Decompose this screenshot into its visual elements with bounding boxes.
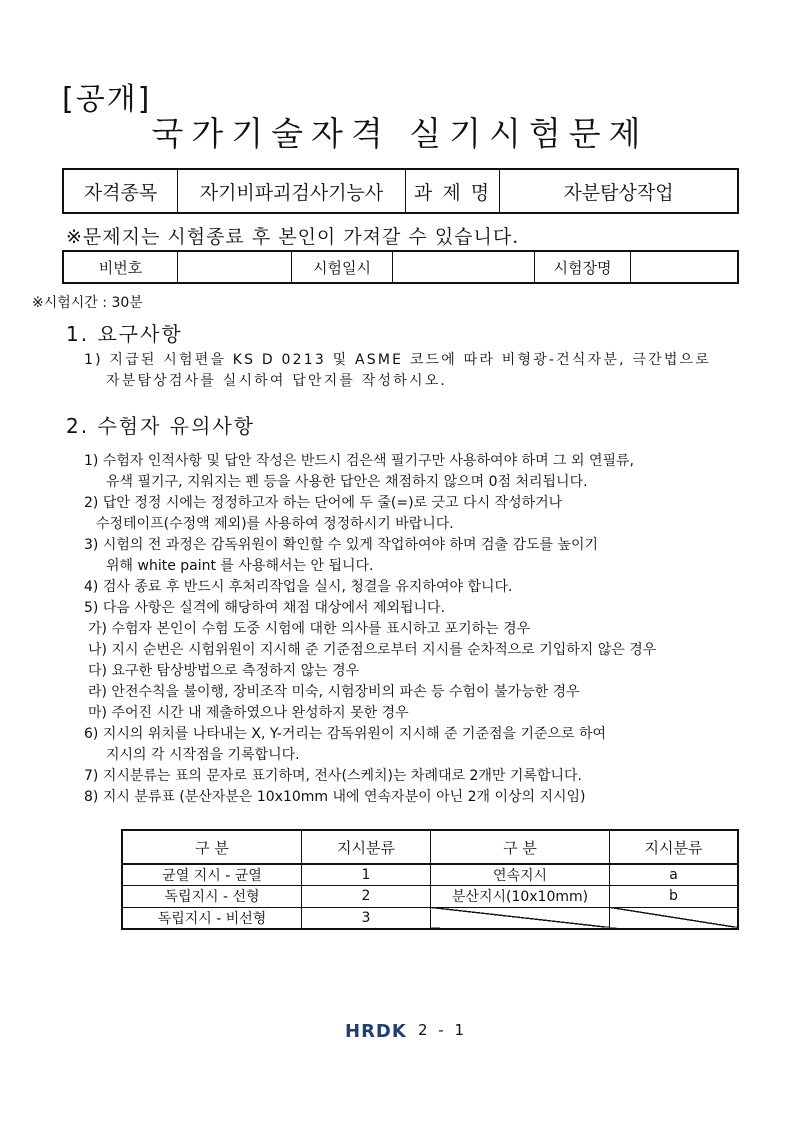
table-row xyxy=(122,907,738,929)
note-line: 6) 지시의 위치를 나타내는 X, Y-거리는 감독위원이 지시해 준 기준점을 기준으로 하여 xyxy=(84,726,607,742)
notice-text: ※문제지는 시험종료 후 본인이 가져갈 수 있습니다. xyxy=(66,226,520,248)
note-line: 지시의 각 시작점을 기록합니다. xyxy=(106,747,300,763)
number-label: 비번호 xyxy=(63,251,178,283)
table-row xyxy=(122,864,738,886)
note-line: 다) 요구한 탐상방법으로 측정하지 않는 경우 xyxy=(88,663,360,679)
empty-slashed-cell xyxy=(431,907,610,929)
candidate-id-table xyxy=(62,250,739,284)
number-value[interactable] xyxy=(178,251,292,283)
table-cell: b xyxy=(610,886,739,907)
table-cell: a xyxy=(610,864,739,886)
requirement-line: 자분탐상검사를 실시하여 답안지를 작성하시오. xyxy=(106,373,448,389)
exam-time: ※시험시간 : 30분 xyxy=(32,295,143,311)
place-label: 시험장명 xyxy=(535,251,631,283)
note-line: 위해 white paint 를 사용해서는 안 됩니다. xyxy=(106,558,374,574)
note-line: 3) 시험의 전 과정은 감독위원이 확인할 수 있게 작업하여야 하며 검출 감도를 높이기 xyxy=(84,537,599,553)
note-line: 8) 지시 분류표 (분산자분은 10x10mm 내에 연속자분이 아닌 2개 이상의 지시임) xyxy=(84,789,586,805)
note-line: 라) 안전수칙을 불이행, 장비조작 미숙, 시험장비의 파손 등 수험이 불가능한 경우 xyxy=(88,684,580,700)
table-header: 지시분류 xyxy=(302,830,431,864)
table-cell: 1 xyxy=(302,864,431,886)
table-cell: 2 xyxy=(302,886,431,907)
table-cell: 독립지시 - 비선형 xyxy=(122,907,302,929)
candidate-notes xyxy=(84,451,656,808)
table-header: 구 분 xyxy=(431,830,610,864)
hrdk-logo xyxy=(344,1019,410,1041)
note-line: 유색 필기구, 지워지는 펜 등을 사용한 답안은 채점하지 않으며 0점 처리됩니다. xyxy=(106,474,588,490)
note-line: 5) 다음 사항은 실격에 해당하여 채점 대상에서 제외됩니다. xyxy=(84,600,446,616)
table-cell: 독립지시 - 선형 xyxy=(122,886,302,907)
table-header: 구 분 xyxy=(122,830,302,864)
note-line: 수정테이프(수정액 제외)를 사용하여 정정하시기 바랍니다. xyxy=(96,516,454,532)
field-label: 자격종목 xyxy=(63,169,178,213)
task-label: 과 제 명 xyxy=(406,169,500,213)
page-number: 2 - 1 xyxy=(418,1021,468,1039)
table-cell: 연속지시 xyxy=(431,864,610,886)
note-line: 나) 지시 순번은 시험위원이 지시해 준 기준점으로부터 지시를 순차적으로 기입하지 않은 경우 xyxy=(88,642,657,658)
place-value[interactable] xyxy=(631,251,739,283)
requirement-line: 1) 지급된 시험편을 KS D 0213 및 ASME 코드에 따라 비형광-건식자분, 극간법으로 xyxy=(84,352,711,368)
indication-classification-table xyxy=(121,829,739,930)
exam-info-table xyxy=(62,168,739,214)
date-label: 시험일시 xyxy=(292,251,393,283)
table-cell: 3 xyxy=(302,907,431,929)
table-cell: 분산지시(10x10mm) xyxy=(431,886,610,907)
requirements-text xyxy=(84,350,711,392)
date-value[interactable] xyxy=(393,251,535,283)
table-cell: 균열 지시 - 균열 xyxy=(122,864,302,886)
table-row xyxy=(122,886,738,907)
task-value: 자분탐상작업 xyxy=(500,169,739,213)
note-line: 2) 답안 정정 시에는 정정하고자 하는 단어에 두 줄(=)로 긋고 다시 작성하거나 xyxy=(84,495,563,511)
field-value: 자기비파괴검사기능사 xyxy=(178,169,406,213)
document-tag: [공개] xyxy=(62,82,152,117)
section-1-heading: 1. 요구사항 xyxy=(66,322,183,346)
note-line: 1) 수험자 인적사항 및 답안 작성은 반드시 검은색 필기구만 사용하여야 하며 그 외 연필류, xyxy=(84,453,635,469)
hrdk-logo-text: HRDK xyxy=(345,1021,407,1041)
note-line: 마) 주어진 시간 내 제출하였으나 완성하지 못한 경우 xyxy=(88,705,409,721)
document-title: 국가기술자격 실기시험문제 xyxy=(151,114,649,153)
note-line: 가) 수험자 본인이 수험 도중 시험에 대한 의사를 표시하고 포기하는 경우 xyxy=(88,621,531,637)
section-2-heading: 2. 수험자 유의사항 xyxy=(66,414,256,438)
note-line: 4) 검사 종료 후 반드시 후처리작업을 실시, 청결을 유지하여야 합니다. xyxy=(84,579,513,595)
empty-slashed-cell xyxy=(610,907,739,929)
table-header: 지시분류 xyxy=(610,830,739,864)
note-line: 7) 지시분류는 표의 문자로 표기하며, 전사(스케치)는 차례대로 2개만 기록합니다. xyxy=(84,768,582,784)
